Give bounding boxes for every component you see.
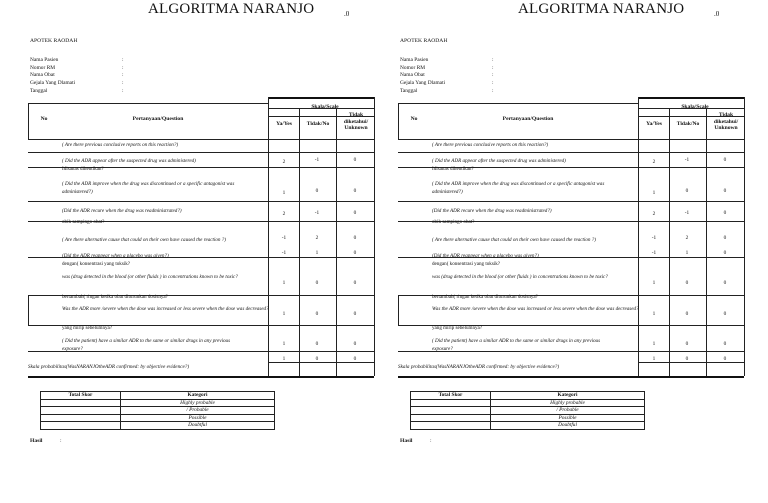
score-table bbox=[410, 391, 645, 430]
question-text: ( Are there previous conclusive reports on this reaction?) bbox=[432, 142, 549, 148]
score-unknown: 0 bbox=[353, 356, 357, 362]
score-yes: -1 bbox=[281, 250, 287, 256]
score-no: -1 bbox=[314, 210, 320, 216]
question-text: dengan( konsentrasi yang toksik? bbox=[432, 261, 501, 267]
score-unknown: 0 bbox=[723, 341, 727, 347]
question-text: ( Are there alternative cause that could on their own have caused the reaction ?) bbox=[432, 237, 596, 243]
score-unknown: 0 bbox=[723, 311, 727, 317]
score-no: 0 bbox=[685, 356, 689, 362]
category-possible: Possible bbox=[121, 414, 275, 422]
document-title: ALGORITMA NARANJO bbox=[148, 1, 315, 17]
question-text: ( Did the ADR improve when the drug was discontinued or a specific antagonist was administered?) bbox=[62, 181, 235, 195]
question-text: ( Did the ADR improve when the drug was discontinued or a specific antagonist was administered?) bbox=[432, 181, 605, 195]
question-text: yang mirip sebelumnya? bbox=[432, 325, 483, 331]
score-no: 1 bbox=[315, 250, 319, 256]
question-text: was (drug detected in the blood (or other fluids ) in concentrations known to be toxic? bbox=[62, 274, 238, 280]
score-no: 0 bbox=[685, 341, 689, 347]
document-title: ALGORITMA NARANJO bbox=[518, 1, 685, 17]
form-sheet-right bbox=[398, 0, 768, 503]
header-scale: Skala/Scale bbox=[681, 104, 709, 110]
question-text: dengan( konsentrasi yang toksik? bbox=[62, 261, 131, 267]
header-scale: Skala/Scale bbox=[311, 104, 339, 110]
question-text: Idisanas dihentikan? bbox=[62, 166, 104, 172]
score-yes: -1 bbox=[651, 250, 657, 256]
info-row-symptoms: Gejala Yang Dlamati : bbox=[30, 80, 124, 87]
result-label: Hasil bbox=[30, 438, 43, 444]
score-unknown: 0 bbox=[353, 210, 357, 216]
question-text: ( Did the ADR appear after the suspected drug was administered) bbox=[432, 158, 566, 164]
question-text: Idisanas dihentikan? bbox=[432, 166, 474, 172]
info-row-patient-name: Nama Pasien : bbox=[30, 57, 124, 63]
header-question: Pertanyaan/Question bbox=[502, 116, 554, 122]
score-no: -1 bbox=[684, 157, 690, 163]
info-row-date: Tanggal : bbox=[400, 87, 494, 94]
category-possible: Possible bbox=[491, 414, 645, 422]
category-doubtful: Doubtful bbox=[491, 422, 645, 430]
score-unknown: 0 bbox=[723, 157, 727, 163]
title-suffix: .0 bbox=[344, 10, 350, 18]
result-separator: : bbox=[430, 438, 432, 444]
score-no: 0 bbox=[685, 280, 689, 286]
score-yes: 1 bbox=[282, 341, 286, 347]
question-text: was (drug detected in the blood (or other fluids ) in concentrations known to be toxic? bbox=[432, 274, 608, 280]
score-unknown: 0 bbox=[353, 311, 357, 317]
question-text: Was the ADR more /severe when the dose was increased or less severe when the dose was decreased? bbox=[62, 306, 269, 312]
score-unknown: 0 bbox=[353, 280, 357, 286]
score-no: 2 bbox=[685, 235, 689, 241]
score-no: -1 bbox=[684, 210, 690, 216]
score-no: 1 bbox=[685, 250, 689, 256]
score-no: 0 bbox=[315, 356, 319, 362]
score-no: 0 bbox=[685, 311, 689, 317]
pharmacy-name: APOTEK RAODAH bbox=[400, 38, 448, 44]
info-row-record-number: Nomor RM : bbox=[400, 64, 494, 71]
info-row-patient-name: Nama Pasien : bbox=[400, 57, 494, 63]
score-yes: -1 bbox=[281, 235, 287, 241]
question-text: ( Did the patient) have a similar ADR to the same or similar drugs in any previous exposure? bbox=[432, 338, 601, 352]
category-probable: / Probable bbox=[491, 407, 645, 415]
info-row-record-number: Nomor RM : bbox=[30, 64, 124, 71]
score-unknown: 0 bbox=[723, 235, 727, 241]
header-yes: Ya/Yes bbox=[646, 121, 662, 127]
score-header-total: Total Skor bbox=[41, 392, 121, 400]
score-unknown: 0 bbox=[723, 356, 727, 362]
question-text: obik sampingo obat? bbox=[62, 219, 105, 225]
question-text: ( Are there previous conclusive reports on this reaction?) bbox=[62, 142, 179, 148]
score-yes: 1 bbox=[652, 190, 656, 196]
header-no: No bbox=[410, 116, 418, 122]
score-no: 0 bbox=[315, 311, 319, 317]
category-highly-probable: Highly probable bbox=[491, 399, 645, 407]
score-unknown: 0 bbox=[353, 188, 357, 194]
score-no: 0 bbox=[315, 280, 319, 286]
info-row-symptoms: Gejala Yang Dlamati : bbox=[400, 80, 494, 87]
naranjo-table bbox=[28, 97, 373, 380]
category-highly-probable: Highly probable bbox=[121, 399, 275, 407]
category-doubtful: Doubtful bbox=[121, 422, 275, 430]
score-no: 0 bbox=[315, 188, 319, 194]
score-header-total: Total Skor bbox=[411, 392, 491, 400]
question-text: ( Are there alternative cause that could on their own have caused the reaction ?) bbox=[62, 237, 226, 243]
score-unknown: 0 bbox=[723, 188, 727, 194]
question-text: yang mirip sebelumnya? bbox=[62, 325, 113, 331]
result-separator: : bbox=[60, 438, 62, 444]
probability-footnote: Skala probabilitas(WasNARANJOtheADR confirmed: by objective evidence?) bbox=[28, 364, 190, 370]
result-label: Hasil bbox=[400, 438, 413, 444]
title-suffix: .0 bbox=[714, 10, 720, 18]
score-yes: 1 bbox=[282, 280, 286, 286]
header-yes: Ya/Yes bbox=[276, 121, 292, 127]
score-yes: 1 bbox=[652, 280, 656, 286]
probability-footnote: Skala probabilitas(WasNARANJOtheADR confirmed: by objective evidence?) bbox=[398, 364, 560, 370]
info-row-drug-name: Nama Obat : bbox=[400, 72, 494, 79]
score-no: 0 bbox=[315, 341, 319, 347]
question-text: (Did the ADR reappear when a placebo was given?) bbox=[432, 253, 539, 259]
score-yes: 2 bbox=[282, 211, 286, 217]
form-sheet-left bbox=[28, 0, 398, 503]
score-unknown: 0 bbox=[723, 210, 727, 216]
score-table bbox=[40, 391, 275, 430]
patient-info bbox=[400, 57, 520, 95]
header-unknown: Tidak diketahui/ Unknown bbox=[343, 112, 369, 131]
score-unknown: 0 bbox=[353, 235, 357, 241]
score-header-category: Kategori bbox=[121, 392, 275, 400]
score-yes: 2 bbox=[652, 211, 656, 217]
header-no-col: Tidak/No bbox=[306, 121, 330, 127]
score-yes: -1 bbox=[651, 235, 657, 241]
score-no: -1 bbox=[314, 157, 320, 163]
info-row-date: Tanggal : bbox=[30, 87, 124, 94]
score-no: 0 bbox=[685, 188, 689, 194]
question-text: (Did the ADR reappear when a placebo was given?) bbox=[62, 253, 169, 259]
score-yes: 1 bbox=[282, 190, 286, 196]
score-no: 2 bbox=[315, 235, 319, 241]
result-row bbox=[400, 438, 432, 444]
naranjo-table bbox=[398, 97, 743, 380]
question-text: bertambah( ringan ketika obat diturunkan dosisnya? bbox=[62, 294, 168, 300]
info-row-drug-name: Nama Obat : bbox=[30, 72, 124, 79]
score-yes: 2 bbox=[282, 159, 286, 165]
question-text: ( Did the ADR appear after the suspected drug was administered) bbox=[62, 158, 196, 164]
score-yes: 1 bbox=[652, 356, 656, 362]
score-yes: 2 bbox=[652, 159, 656, 165]
question-text: bertambah( ringan ketika obat diturunkan dosisnya? bbox=[432, 294, 538, 300]
category-probable: / Probable bbox=[121, 407, 275, 415]
score-yes: 1 bbox=[652, 341, 656, 347]
result-row bbox=[30, 438, 62, 444]
header-no-col: Tidak/No bbox=[676, 121, 700, 127]
score-yes: 1 bbox=[652, 311, 656, 317]
question-text: ( Did the patient) have a similar ADR to the same or similar drugs in any previous exposure? bbox=[62, 338, 231, 352]
question-text: (Did the ADR recure when the drug was readministrated?) bbox=[62, 208, 182, 214]
score-header-category: Kategori bbox=[491, 392, 645, 400]
score-yes: 1 bbox=[282, 311, 286, 317]
question-text: (Did the ADR recure when the drug was readministrated?) bbox=[432, 208, 552, 214]
header-unknown: Tidak diketahui/ Unknown bbox=[713, 112, 739, 131]
question-text: Was the ADR more /severe when the dose was increased or less severe when the dose was decreased? bbox=[432, 306, 639, 312]
pharmacy-name: APOTEK RAODAH bbox=[30, 38, 78, 44]
header-question: Pertanyaan/Question bbox=[132, 116, 184, 122]
score-unknown: 0 bbox=[723, 250, 727, 256]
header-no: No bbox=[40, 116, 48, 122]
question-text: obik sampingo obat? bbox=[432, 219, 475, 225]
score-unknown: 0 bbox=[353, 157, 357, 163]
score-unknown: 0 bbox=[723, 280, 727, 286]
score-unknown: 0 bbox=[353, 341, 357, 347]
score-yes: 1 bbox=[282, 356, 286, 362]
patient-info bbox=[30, 57, 150, 95]
score-unknown: 0 bbox=[353, 250, 357, 256]
